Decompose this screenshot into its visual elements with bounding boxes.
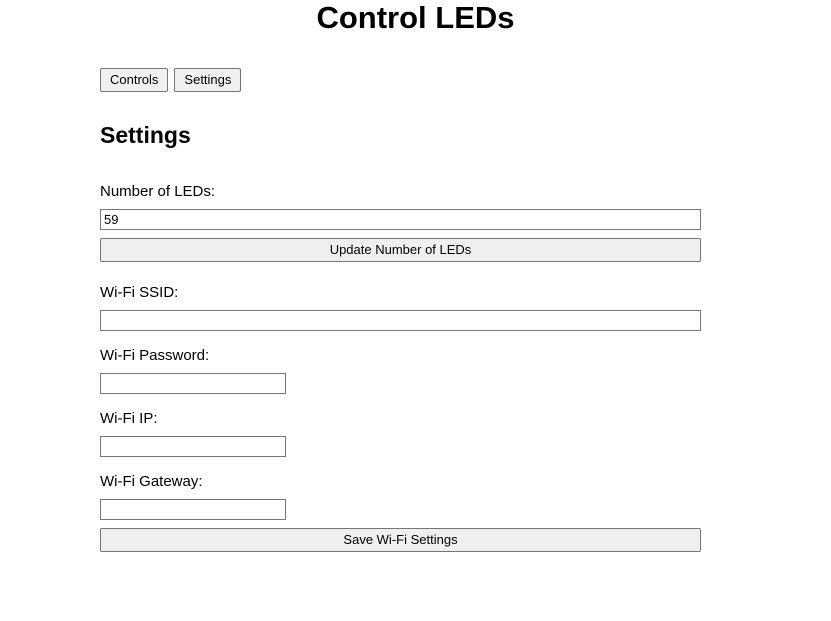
settings-heading: Settings [100,122,191,148]
wifi-ssid-label: Wi-Fi SSID: [100,284,179,301]
tab-bar [100,68,701,92]
wifi-gateway-label: Wi-Fi Gateway: [100,473,203,490]
update-led-count-button[interactable]: Update Number of LEDs [100,238,701,262]
led-count-label: Number of LEDs: [100,183,216,200]
tab-settings[interactable]: Settings [174,68,241,92]
wifi-ip-label: Wi-Fi IP: [100,410,158,427]
wifi-ssid-input[interactable] [100,310,701,331]
wifi-ip-input[interactable] [100,436,286,457]
led-count-input[interactable] [100,209,701,230]
save-wifi-settings-button[interactable]: Save Wi-Fi Settings [100,528,701,552]
page-title: Control LEDs [316,0,515,35]
content-area [0,68,831,552]
wifi-password-input[interactable] [100,373,286,394]
wifi-gateway-input[interactable] [100,499,286,520]
tab-controls[interactable]: Controls [100,68,168,92]
wifi-password-label: Wi-Fi Password: [100,347,210,364]
